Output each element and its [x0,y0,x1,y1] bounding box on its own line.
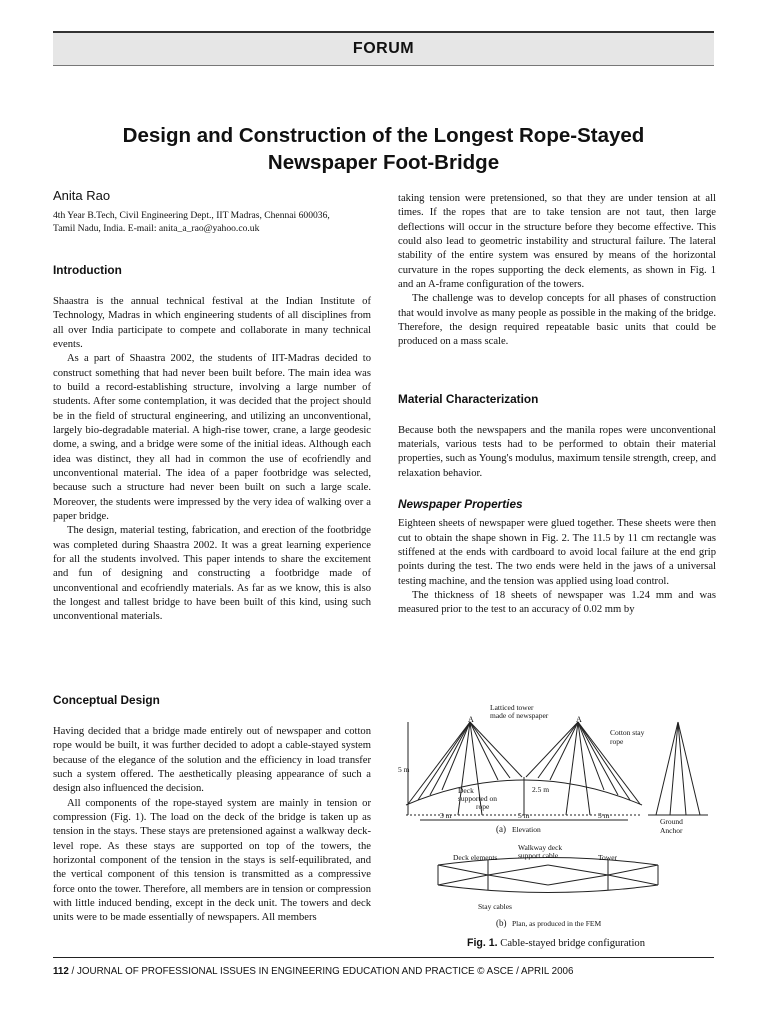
label-ground: Ground [660,817,683,826]
left-column [53,188,371,625]
figure-1 [398,700,714,955]
label-5m-mid: 5 m [518,811,530,820]
section-header [53,31,714,66]
newspaper-paragraph-2: The thickness of 18 sheets of newspaper was 1.24 mm and was measured prior to the test to an accuracy of 0.02 mm by [398,589,716,616]
material-paragraph-1: Because both the newspapers and the manila ropes were unconventional materials, various tests had to be performed to obtain their material properties, such as Young's modulus, maximum tensile strength, creep, and relaxation behavior. [398,424,716,479]
label-tower: Latticed tower [490,703,534,712]
intro-paragraph-3: The design, material testing, fabrication, and erection of the footbridge was completed during Shaastra 2002. It was a great learning experience for all the students involved. This paper intends to share the excitement and fun of designing and constructing a footbridge made of unconventional and ecofriendly materials. As far as we know, this is also the longest and tallest bridge to have been built of this kind, using such unconventional materials. [53,525,371,623]
label-a-left: A [468,715,474,724]
footer-text: / JOURNAL OF PROFESSIONAL ISSUES IN ENGINEERING EDUCATION AND PRACTICE © ASCE / APRIL 2006 [71,966,574,977]
affiliation-line-2: Tamil Nadu, India. E-mail: anita_a_rao@yahoo.co.uk [53,223,260,235]
label-stay-2: rope [610,737,624,746]
affiliation-line-1: 4th Year B.Tech, Civil Engineering Dept., IIT Madras, Chennai 600036, [53,210,330,221]
label-elevation: Elevation [512,825,541,834]
article-title [53,122,714,176]
label-3m-left: 3 m [440,811,452,820]
right-column [398,192,716,618]
page-number: 112 [53,966,69,977]
label-stay-cables: Stay cables [478,902,512,911]
title-line-1: Design and Construction of the Longest Rope-Stayed [122,124,645,147]
section-label: FORUM [352,40,415,57]
bridge-diagram [398,700,714,935]
label-anchor: Anchor [660,826,683,835]
label-tower-2: made of newspaper [490,711,549,720]
caption-number: Fig. 1. [467,937,498,949]
label-tower-plan: Tower [598,853,618,862]
label-3m-right: 3 m [598,811,610,820]
label-deck: Deck [458,786,474,795]
title-line-2: Newspaper Foot-Bridge [267,151,500,174]
page-footer [53,966,714,977]
label-deck-elements: Deck elements [453,853,498,862]
conceptual-section [53,693,371,926]
intro-paragraph-2: As a part of Shaastra 2002, the students of IIT-Madras decided to construct something that had never been built before. The main idea was to build a record-establishing structure, involving a large number of students. After some contemplation, it was decided that the project should be in the field of structural engineering, and utilizing an unconventional, largely bio-degradable material. A high-rise tower, crane, a large geodesic dome, a swing, and a bridge were some of the initial ideas. Although each idea was distinct, they all had in common the use of ecofriendly and unconventional material. The idea of a paper footbridge was selected, because such a structure had never been built on such a large scale. Moreover, the students were impressed by the very idea of walking over a paper bridge. [53,353,371,522]
right-paragraph-1: taking tension were pretensioned, so that they are under tension at all times. If the ropes that are to take tension are not taut, then large deflections will occur in the structure before they become effective. This could also lead to geometric instability and structural failure. The lateral stability of the entire system was ensured by means of the horizontal curvature in the ropes supporting the deck elements, as shown in Fig. 1 and an A-frame configuration of the towers. [398,193,716,291]
label-b: (b) [496,918,507,928]
label-2-5m: 2.5 m [532,785,550,794]
label-a: (a) [496,824,506,834]
author-name: Anita Rao [53,188,111,203]
conceptual-paragraph-1: Having decided that a bridge made entirely out of newspaper and cotton rope would be built, it was further decided to adopt a cable-stayed system because of the elegance of the solution and the efficiency in load transfer such a system offered. The aesthetically pleasing appearance of such a design also influenced the decision. [53,726,371,795]
label-5m: 5 m [398,765,410,774]
footer-rule [53,957,714,958]
label-deck-3: rope [476,802,490,811]
figure-caption [398,937,714,949]
label-a-right: A [576,715,582,724]
label-plan: Plan, as produced in the FEM [512,919,602,928]
label-walkway: Walkway deck [518,843,563,852]
material-heading: Material Characterization [398,391,539,406]
caption-text: Cable-stayed bridge configuration [500,938,645,949]
label-walkway-2: support cable [518,851,559,860]
label-deck-2: supported on [458,794,497,803]
right-paragraph-2: The challenge was to develop concepts for all phases of construction that would involve as many people as possible in the making of the bridge. Therefore, the design required repeatable basic units that could be produced on a mass scale. [398,293,716,348]
newspaper-subheading: Newspaper Properties [398,497,523,512]
conceptual-heading: Conceptual Design [53,693,160,707]
author-affiliation [53,209,371,236]
intro-heading: Introduction [53,262,122,277]
intro-paragraph-1: Shaastra is the annual technical festival at the Indian Institute of Technology, Madras in which engineering students of all disciplines from all over India participate to compete and collaborate in many technical events. [53,295,371,350]
label-stay: Cotton stay [610,728,645,737]
conceptual-paragraph-2: All components of the rope-stayed system are mainly in tension or compression (Fig. 1). The load on the deck of the bridge is taken up as tension in the stays. These stays are pretensioned against a walkway deck-level rope. As these stays are supported on top of the towers, the horizontal component of the tension in the stays is self-equilibrated, and the vertical component of this tension is transmitted as a compressive force onto the tower. Therefore, all members are in tension or compression with little induced bending, except in the deck unit. The towers and deck units were to be made essentially of newspapers. All members [53,797,371,924]
newspaper-paragraph-1: Eighteen sheets of newspaper were glued together. These sheets were then cut to obtain the shape shown in Fig. 2. The 11.5 by 11 cm rectangle was stiffened at the ends with cardboard to avoid local failure at the end grip points during the test. The two ends were held in the jaws of a universal testing machine, and the tension was applied using load control. [398,518,716,587]
